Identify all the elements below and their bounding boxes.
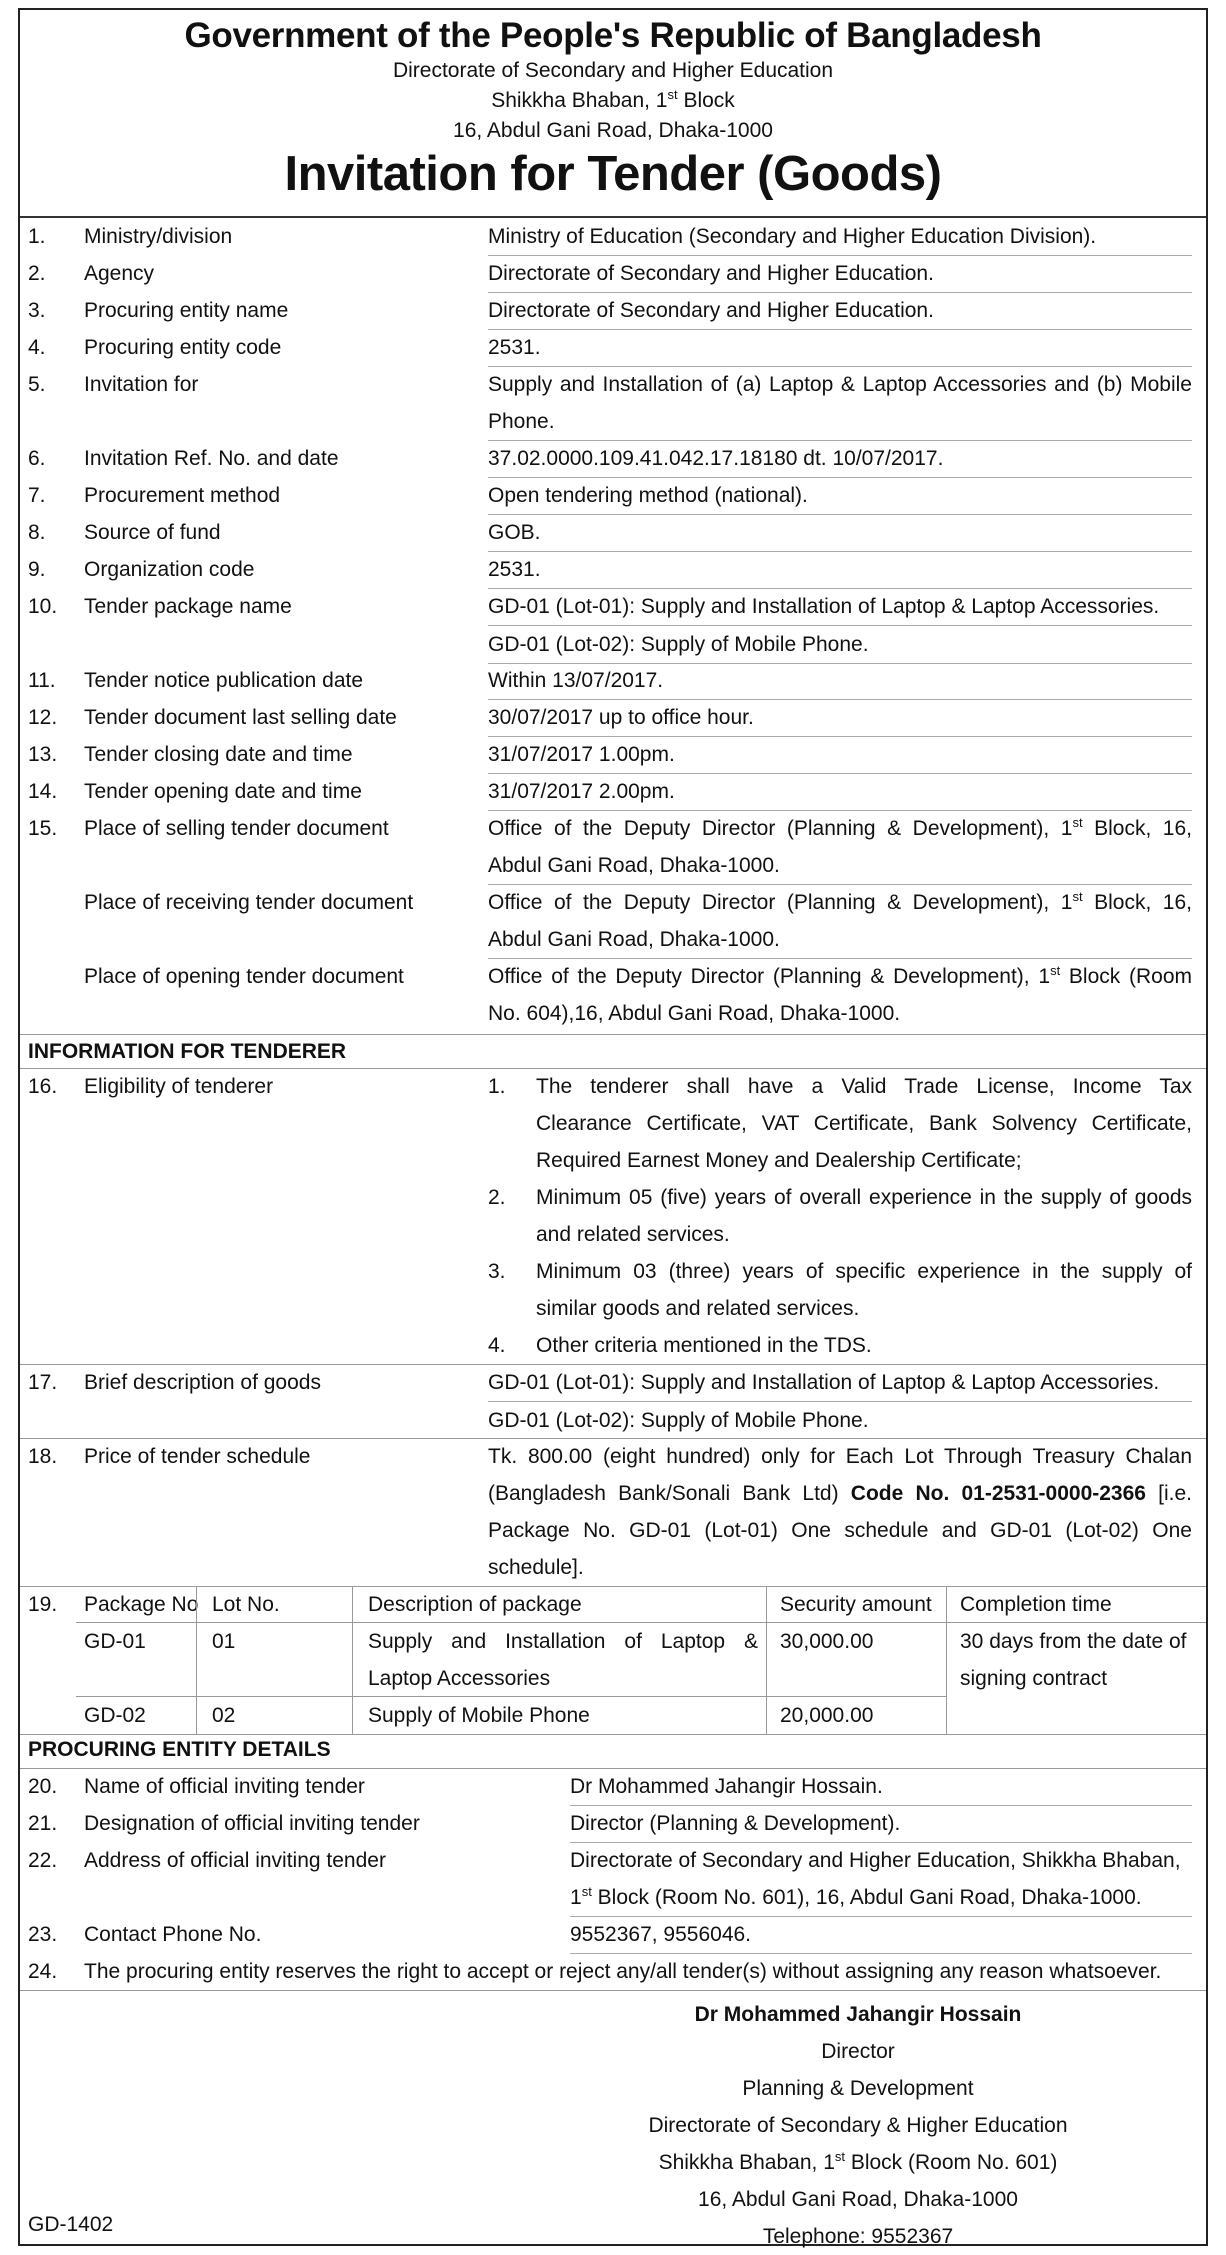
row-number: 8.: [28, 521, 46, 544]
signatory-phone: Telephone: 9552367: [762, 2225, 954, 2248]
footer-code: GD-1402: [28, 2213, 114, 2236]
row-number: 11.: [28, 669, 56, 692]
row-number: 18.: [28, 1445, 58, 1468]
row-value: Directorate of Secondary and Higher Education.: [488, 255, 1192, 293]
table-header: Security amount: [780, 1593, 932, 1616]
list-item: 3. Minimum 03 (three) years of specific experience in the supply of similar goods and related services.: [488, 1260, 1192, 1320]
row-number: 12.: [28, 706, 58, 729]
row-value: Directorate of Secondary and Higher Education, Shikkha Bhaban, 1st Block (Room No. 601), 16, Abdul Gani Road, Dhaka-1000.: [570, 1842, 1192, 1917]
row-value: GD-01 (Lot-01): Supply and Installation of Laptop & Laptop Accessories. GD-01 (Lot-02): Supply of Mobile Phone.: [488, 1364, 1192, 1439]
directorate-name: Directorate of Secondary and Higher Education: [392, 59, 834, 82]
row-label: Organization code: [84, 558, 255, 581]
tender-notice: [18, 8, 1208, 2246]
table-header: Lot No.: [212, 1593, 280, 1616]
divider: [20, 1034, 1206, 1035]
row-value: 31/07/2017 2.00pm.: [488, 773, 1192, 811]
row-value: Open tendering method (national).: [488, 477, 1192, 515]
signatory-dept: Planning & Development: [742, 2077, 974, 2100]
row-label: Address of official inviting tender: [84, 1849, 386, 1872]
table-cell: GD-01: [84, 1630, 146, 1653]
signatory-title: Director: [821, 2040, 895, 2063]
row-number: 13.: [28, 743, 58, 766]
table-cell: Supply of Mobile Phone: [368, 1704, 590, 1727]
row-label: Designation of official inviting tender: [84, 1812, 420, 1835]
row-number: 10.: [28, 595, 58, 618]
table-header: Package No: [84, 1593, 199, 1616]
row-value: 2531.: [488, 551, 1192, 589]
row-value: Office of the Deputy Director (Planning & Development), 1st Block, 16, Abdul Gani Road, Dhaka-1000.: [488, 810, 1192, 885]
row-number: 6.: [28, 447, 46, 470]
signatory-name: Dr Mohammed Jahangir Hossain: [694, 2003, 1022, 2026]
row-label: Invitation Ref. No. and date: [84, 447, 339, 470]
list-item: 2. Minimum 05 (five) years of overall experience in the supply of goods and related services.: [488, 1186, 1192, 1246]
table-header: Completion time: [960, 1593, 1112, 1616]
header-address: 16, Abdul Gani Road, Dhaka-1000: [453, 119, 773, 142]
row-label: Tender closing date and time: [84, 743, 353, 766]
row-value: Ministry of Education (Secondary and Higher Education Division).: [488, 218, 1192, 256]
row-label: Tender opening date and time: [84, 780, 362, 803]
row-value: Tk. 800.00 (eight hundred) only for Each Lot Through Treasury Chalan (Bangladesh Bank/Sonali Bank Ltd) Code No. 01-2531-0000-2366 [i.e. Package No. GD-01 (Lot-01) One schedule and GD-01 (Lot-02) One schedule].: [488, 1445, 1192, 1579]
row-label: Procuring entity name: [84, 299, 289, 322]
table-cell: GD-02: [84, 1704, 146, 1727]
table-cell: 02: [212, 1704, 236, 1727]
row-label: Name of official inviting tender: [84, 1775, 365, 1798]
row-number: 20.: [28, 1775, 58, 1798]
divider: [20, 1990, 1206, 1991]
row-label: Place of opening tender document: [84, 965, 404, 988]
row-label: Tender package name: [84, 595, 292, 618]
row-value: 2531.: [488, 329, 1192, 367]
row-label: Place of receiving tender document: [84, 891, 414, 914]
row-value: GOB.: [488, 514, 1192, 552]
section-heading-info: INFORMATION FOR TENDERER: [28, 1040, 347, 1063]
row-number: 21.: [28, 1812, 58, 1835]
signatory-building: Shikkha Bhaban, 1st Block (Room No. 601): [658, 2149, 1058, 2174]
table-cell: Supply and Installation of Laptop & Laptop Accessories: [368, 1630, 758, 1690]
row-label: Source of fund: [84, 521, 221, 544]
row-label: Contact Phone No.: [84, 1923, 262, 1946]
government-title: Government of the People's Republic of Bangladesh: [184, 16, 1042, 55]
section-heading-procuring: PROCURING ENTITY DETAILS: [28, 1738, 331, 1761]
table-cell: 01: [212, 1630, 236, 1653]
row-number: 1.: [28, 225, 46, 248]
row-number: 23.: [28, 1923, 58, 1946]
row-number: 16.: [28, 1075, 58, 1098]
row-value: Directorate of Secondary and Higher Education.: [488, 292, 1192, 330]
row-value: Dr Mohammed Jahangir Hossain.: [570, 1768, 1192, 1806]
row-value: 30/07/2017 up to office hour.: [488, 699, 1192, 737]
row-value: Director (Planning & Development).: [570, 1805, 1192, 1843]
row-label: Ministry/division: [84, 225, 233, 248]
row-number: 15.: [28, 817, 58, 840]
eligibility-list: [488, 1068, 1192, 1364]
row-number: 7.: [28, 484, 46, 507]
divider: [20, 1734, 1206, 1735]
table-cell: 30,000.00: [780, 1630, 874, 1653]
row-value: Supply and Installation of (a) Laptop & Laptop Accessories and (b) Mobile Phone.: [488, 366, 1192, 441]
list-item: 4. Other criteria mentioned in the TDS.: [488, 1334, 872, 1357]
row-label: Procurement method: [84, 484, 281, 507]
notice-header: [20, 16, 1206, 202]
row-value: Within 13/07/2017.: [488, 662, 1192, 700]
row-number: 22.: [28, 1849, 58, 1872]
row-number: 3.: [28, 299, 46, 322]
table-cell: 30 days from the date of signing contract: [960, 1630, 1187, 1690]
row-label: Price of tender schedule: [84, 1445, 311, 1468]
row-number: 2.: [28, 262, 46, 285]
row-text: The procuring entity reserves the right to accept or reject any/all tender(s) without assigning any reason whatsoever.: [84, 1960, 1162, 1983]
row-number: 4.: [28, 336, 46, 359]
row-label: Invitation for: [84, 373, 199, 396]
building-line: Shikkha Bhaban, 1st Block: [491, 87, 735, 112]
row-value: Office of the Deputy Director (Planning & Development), 1st Block (Room No. 604),16, Abdul Gani Road, Dhaka-1000.: [488, 963, 1193, 1025]
row-number: 24.: [28, 1960, 58, 1983]
row-label: Eligibility of tenderer: [84, 1075, 274, 1098]
signatory-address: 16, Abdul Gani Road, Dhaka-1000: [698, 2188, 1018, 2211]
signatory-org: Directorate of Secondary & Higher Education: [648, 2114, 1068, 2137]
row-number: 14.: [28, 780, 58, 803]
row-label: Tender notice publication date: [84, 669, 364, 692]
row-value: Office of the Deputy Director (Planning & Development), 1st Block, 16, Abdul Gani Road, Dhaka-1000.: [488, 884, 1192, 959]
signature-block: [558, 1996, 1158, 2255]
row-label: Brief description of goods: [84, 1371, 321, 1394]
table-cell: 20,000.00: [780, 1704, 874, 1727]
row-number: 5.: [28, 373, 46, 396]
page-title: Invitation for Tender (Goods): [284, 147, 942, 201]
row-label: Tender document last selling date: [84, 706, 397, 729]
row-number: 19.: [28, 1593, 58, 1616]
row-number: 17.: [28, 1371, 58, 1394]
row-label: Procuring entity code: [84, 336, 282, 359]
row-value: 9552367, 9556046.: [570, 1916, 1192, 1954]
row-value: 31/07/2017 1.00pm.: [488, 736, 1192, 774]
list-item: 1. The tenderer shall have a Valid Trade License, Income Tax Clearance Certificate, VAT Certificate, Bank Solvency Certificate, Required Earnest Money and Dealership Certificate;: [488, 1075, 1192, 1172]
row-label: Place of selling tender document: [84, 817, 389, 840]
row-value: GD-01 (Lot-01): Supply and Installation of Laptop & Laptop Accessories. GD-01 (Lot-02): Supply of Mobile Phone.: [488, 588, 1192, 664]
row-number: 9.: [28, 558, 46, 581]
table-header: Description of package: [368, 1593, 582, 1616]
row-value: 37.02.0000.109.41.042.17.18180 dt. 10/07/2017.: [488, 440, 1192, 478]
row-label: Agency: [84, 262, 155, 285]
